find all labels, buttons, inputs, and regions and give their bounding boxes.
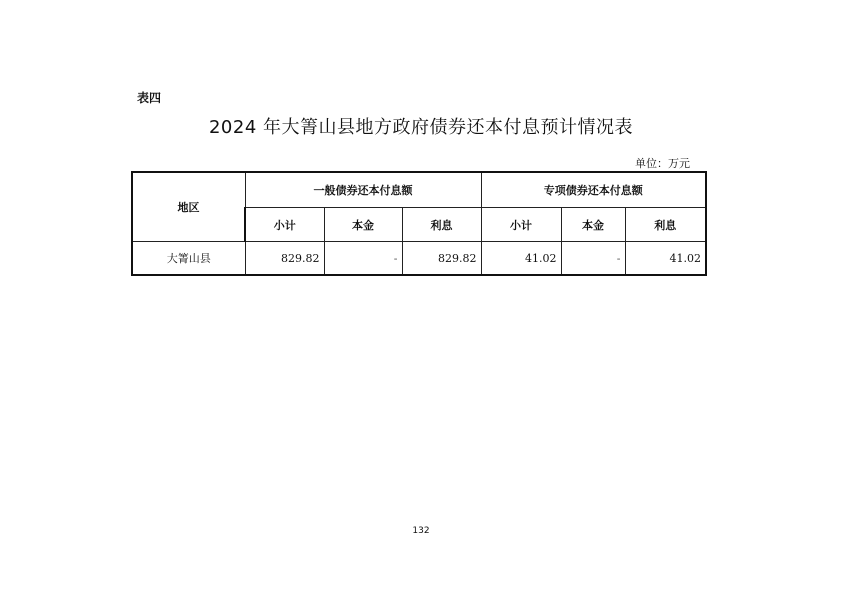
document-title: 2024 年大箐山县地方政府债券还本付息预计情况表 bbox=[208, 117, 634, 138]
special-principal-header: 本金 bbox=[561, 208, 625, 242]
special-subtotal-header: 小计 bbox=[481, 208, 561, 242]
unit-label: 单位：万元 bbox=[635, 157, 690, 170]
page-number: 132 bbox=[412, 526, 430, 536]
region-header: 地区 bbox=[132, 172, 245, 242]
special-interest-cell: 41.02 bbox=[625, 242, 706, 276]
general-principal-cell: - bbox=[324, 242, 402, 276]
special-bond-group-header: 专项债券还本付息额 bbox=[481, 172, 706, 208]
special-principal-cell: - bbox=[561, 242, 625, 276]
table-row bbox=[132, 242, 706, 276]
general-subtotal-cell: 829.82 bbox=[245, 242, 324, 276]
special-subtotal-cell: 41.02 bbox=[481, 242, 561, 276]
general-bond-group-header: 一般债券还本付息额 bbox=[245, 172, 481, 208]
general-interest-cell: 829.82 bbox=[402, 242, 481, 276]
general-interest-header: 利息 bbox=[402, 208, 481, 242]
special-interest-header: 利息 bbox=[625, 208, 706, 242]
general-principal-header: 本金 bbox=[324, 208, 402, 242]
general-subtotal-header: 小计 bbox=[245, 208, 324, 242]
header-row-groups bbox=[132, 172, 706, 208]
debt-repayment-table bbox=[131, 171, 707, 276]
region-cell: 大箐山县 bbox=[132, 242, 245, 276]
table-number-label: 表四 bbox=[137, 91, 162, 105]
